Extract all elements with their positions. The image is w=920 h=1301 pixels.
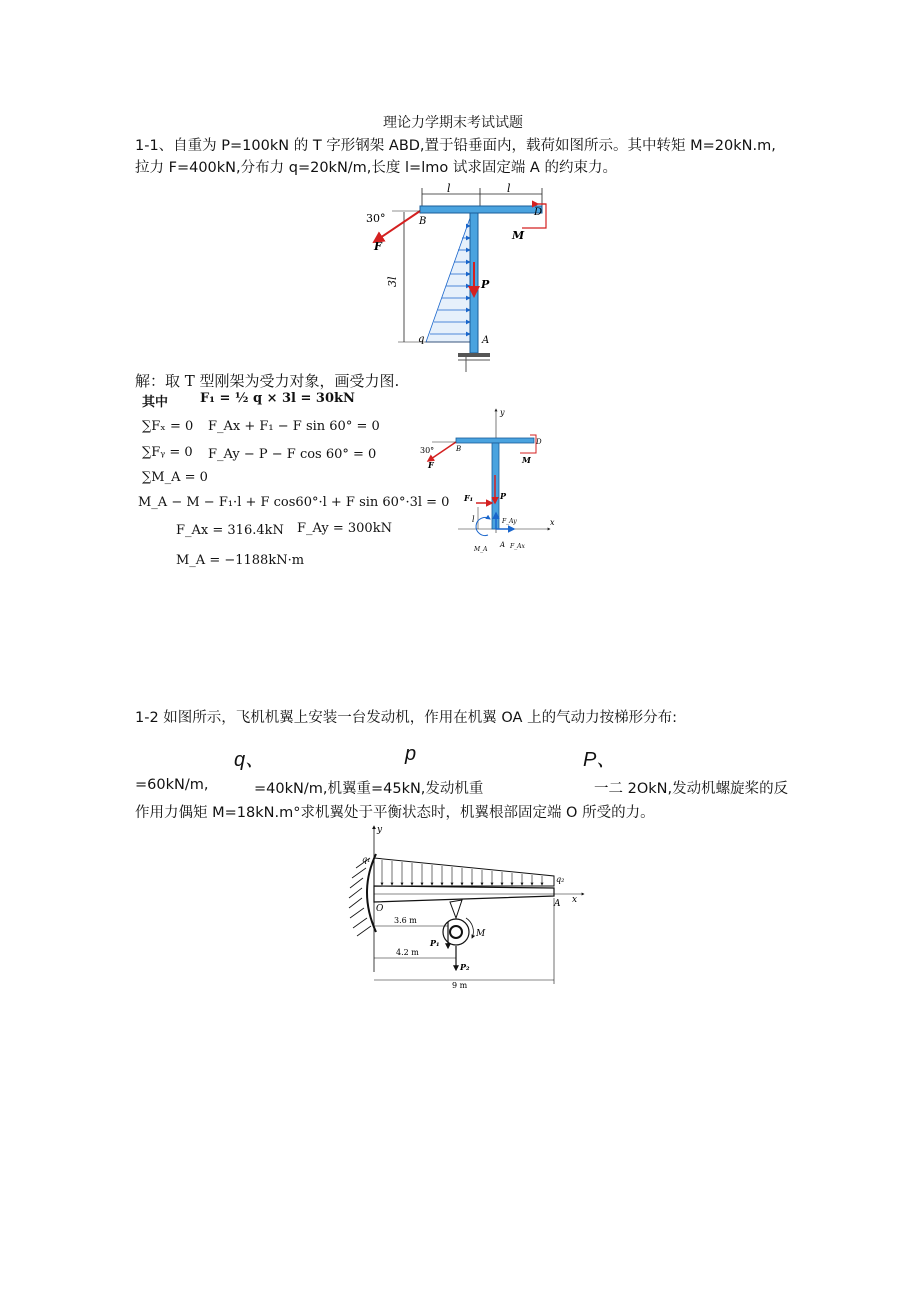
fax-result: F_Ax = 316.4kN (176, 523, 284, 538)
fig1-label-D: D (534, 207, 543, 218)
problem1-line2: 拉力 F=400kN,分布力 q=20kN/m,长度 l=lmo 试求固定端 A 的约束力。 (135, 160, 617, 176)
free-body-diagram (418, 405, 560, 555)
problem2-line3-a: =60kN/m, (135, 777, 209, 793)
ma-equation: M_A − M − F₁·l + F cos60°·l + F sin 60°·3l = 0 (138, 495, 450, 510)
fbd-label-x: x (550, 518, 555, 527)
sum-fx-label: ∑Fₓ = 0 (142, 419, 194, 434)
fbd-label-l: l (472, 515, 475, 524)
fig1-label-l1: l (447, 182, 451, 195)
fbd-label-F: F (428, 460, 434, 470)
fbd-label-P: P (500, 491, 507, 501)
fig2-label-P2: P₂ (460, 962, 470, 972)
sum-fx-equation: F_Ax + F₁ − F sin 60° = 0 (208, 419, 380, 434)
fig1-label-angle: 30° (366, 212, 386, 225)
problem2-line1: 1-2 如图所示，飞机机翼上安装一台发动机，作用在机翼 OA 上的气动力按梯形分布: (135, 710, 677, 726)
fbd-label-D: D (536, 438, 542, 446)
fig1-label-A: A (482, 335, 490, 346)
f1-equation: F₁ = ½ q × 3l = 30kN (200, 391, 355, 406)
problem2-symbol-p: p (405, 743, 417, 765)
fig2-label-A: A (554, 899, 561, 909)
fig2-dim-3-6: 3.6 m (394, 916, 417, 925)
sum-fy-equation: F_Ay − P − F cos 60° = 0 (208, 447, 377, 462)
fig1-label-len: 3l (386, 276, 399, 287)
fig2-label-P1: P₁ (430, 938, 440, 948)
fig1-label-q: q (418, 334, 425, 345)
fay-result: F_Ay = 300kN (297, 521, 392, 536)
sum-fy-label: ∑Fᵧ = 0 (142, 445, 193, 460)
fbd-label-MA: M_A (474, 546, 488, 553)
fbd-label-M: M (522, 455, 531, 465)
sum-ma-label: ∑M_A = 0 (142, 470, 208, 485)
problem2-symbol-P: P、 (583, 749, 617, 771)
ma-result: M_A = −1188kN·m (176, 553, 305, 568)
fbd-label-B: B (456, 445, 462, 453)
doc-title: 理论力学期末考试试题 (383, 115, 523, 131)
fbd-label-A: A (500, 541, 506, 549)
fbd-label-y: y (500, 408, 505, 417)
solution-intro: 解：取 T 型刚架为受力对象，画受力图. (135, 372, 400, 390)
fbd-label-FAy: F_Ay (502, 518, 517, 525)
fig1-label-M: M (512, 229, 525, 242)
fig2-label-y: y (377, 825, 383, 835)
fig1-label-B: B (419, 216, 427, 227)
fig2-label-q2: q₂ (556, 875, 565, 884)
problem1-line1: 1-1、自重为 P=100kN 的 T 字形钢架 ABD,置于铅垂面内，载荷如图所示。其中转矩 M=20kN.m, (135, 138, 776, 154)
wing-figure (348, 822, 588, 990)
problem2-symbol-q: q、 (234, 749, 266, 771)
fig2-label-x: x (572, 895, 578, 905)
fig2-label-M: M (476, 929, 486, 939)
fbd-label-FAx: F_Ax (510, 543, 525, 550)
fig2-dim-9: 9 m (452, 981, 468, 990)
fbd-label-F1: F₁ (464, 493, 474, 503)
fig2-dim-4-2: 4.2 m (396, 948, 419, 957)
fig2-label-O: O (376, 904, 384, 914)
problem2-line3-c: 一二 2OkN,发动机螺旋桨的反 (594, 781, 789, 797)
fig2-label-q1: q₁ (362, 855, 371, 864)
where-label: 其中 (142, 395, 169, 410)
t-frame-figure (362, 182, 562, 372)
problem2-line3-b: =40kN/m,机翼重=45kN,发动机重 (254, 781, 484, 797)
fig1-label-P: P (481, 278, 490, 291)
fig1-label-F: F (374, 240, 382, 253)
fig1-label-l2: l (507, 182, 511, 195)
problem2-line4: 作用力偶矩 M=18kN.m°求机翼处于平衡状态时，机翼根部固定端 O 所受的力。 (135, 805, 655, 821)
fbd-label-angle: 30° (420, 446, 435, 455)
